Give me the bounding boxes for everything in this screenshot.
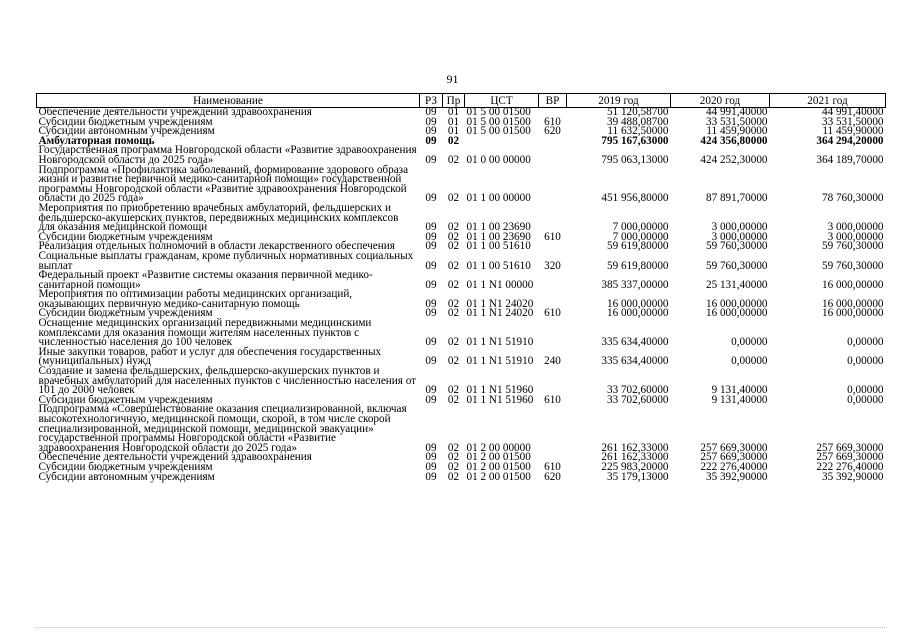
cell-2021: 257 669,30000 xyxy=(816,451,884,464)
cell-2021: 59 760,30000 xyxy=(821,259,884,272)
cell-pr: 01 xyxy=(447,106,460,118)
cell-2019: 59 619,80000 xyxy=(606,259,669,272)
cell-rz: 09 xyxy=(425,115,437,128)
cell-2020: 0,00000 xyxy=(731,355,768,368)
cell-name: Социальные выплаты гражданам, кроме публичных нормативных социальных выплат xyxy=(38,249,414,272)
cell-2019: 451 956,80000 xyxy=(601,192,669,205)
cell-pr: 02 xyxy=(447,297,460,310)
cell-rz: 09 xyxy=(425,278,437,291)
cell-cst: 01 0 00 00000 xyxy=(466,153,531,166)
cell-2019: 35 179,13000 xyxy=(606,470,669,483)
cell-2019: 7 000,00000 xyxy=(612,230,669,243)
cell-vr xyxy=(539,367,567,396)
cell-2019: 335 634,40000 xyxy=(601,336,669,349)
cell-rz: 09 xyxy=(425,297,437,310)
cell-2020: 222 276,40000 xyxy=(700,460,768,473)
cell-pr: 02 xyxy=(447,441,460,454)
cell-2020: 35 392,90000 xyxy=(705,470,768,483)
cell-cst: 01 5 00 01500 xyxy=(466,106,531,118)
table-row xyxy=(37,367,886,396)
cell-2020: 257 669,30000 xyxy=(700,451,768,464)
cell-pr: 02 xyxy=(447,278,460,291)
cell-pr: 02 xyxy=(447,134,460,147)
cell-2019: 16 000,00000 xyxy=(606,297,669,310)
cell-rz: 09 xyxy=(425,451,437,464)
table-row xyxy=(37,473,886,483)
cell-2021: 364 294,20000 xyxy=(816,134,884,147)
cell-rz: 09 xyxy=(425,307,437,320)
header-2020: 2020 год xyxy=(671,94,770,108)
cell-2020: 424 252,30000 xyxy=(700,153,768,166)
cell-rz: 09 xyxy=(425,230,437,243)
cell-name: Мероприятия по оптимизации работы медицинских организаций, оказывающих первичную медико-санитарную помощь xyxy=(38,288,353,310)
cell-vr xyxy=(539,319,567,348)
cell-2021: 16 000,00000 xyxy=(821,278,884,291)
cell-2019: 385 337,00000 xyxy=(601,278,669,291)
cell-name: Субсидии бюджетным учреждениям xyxy=(38,393,213,406)
cell-vr xyxy=(539,137,567,147)
cell-name: Федеральный проект «Развитие системы оказания первичной медико-санитарной помощи» xyxy=(38,269,373,291)
cell-name: Субсидии бюджетным учреждениям xyxy=(38,307,213,320)
cell-2020: 59 760,30000 xyxy=(705,259,768,272)
cell-vr xyxy=(539,166,567,204)
cell-name: Иные закупки товаров, работ и услуг для обеспечения государственных (муниципальных) нужд xyxy=(38,345,382,368)
cell-pr: 01 xyxy=(447,115,460,128)
cell-2020: 3 000,00000 xyxy=(711,230,768,243)
cell-name: Субсидии автономным учреждениям xyxy=(38,125,215,138)
cell-name: Государственная программа Новгородской области «Развитие здравоохранения Новгородской области до 2025 года» xyxy=(38,144,417,166)
cell-name: Создание и замена фельдшерских, фельдшерско-акушерских пунктов и врачебных амбулаторий для населенных пунктов с численностью населения от 101 до 2000 человек xyxy=(38,365,417,397)
cell-2019: 261 162,33000 xyxy=(601,451,669,464)
cell-2021: 11 459,90000 xyxy=(822,125,884,138)
cell-vr xyxy=(539,271,567,290)
cell-rz: 09 xyxy=(425,106,437,118)
header-vr: ВР xyxy=(539,94,567,108)
cell-name: Подпрограмма «Совершенствование оказания специализированной, включая высокотехнологичную, медицинской помощи, скорой, в том числе скорой специализированной, медицинской помощи, медицинской эвакуации» государственной программы Новгородской области «Развитие здравоохранения Новгородской области до 2025 года» xyxy=(38,403,407,454)
header-name: Наименование xyxy=(37,94,420,108)
cell-2019: 16 000,00000 xyxy=(606,307,669,320)
table-row xyxy=(37,405,886,453)
cell-cst: 01 1 00 51610 xyxy=(466,259,531,272)
cell-rz: 09 xyxy=(425,221,437,234)
cell-pr: 02 xyxy=(447,393,460,406)
cell-cst: 01 5 00 01500 xyxy=(466,125,531,138)
cell-2020: 9 131,40000 xyxy=(711,384,768,397)
cell-rz: 09 xyxy=(425,153,437,166)
cell-cst: 01 1 N1 51910 xyxy=(466,336,534,349)
cell-2020: 16 000,00000 xyxy=(705,307,768,320)
table-body xyxy=(37,108,886,483)
cell-2020: 9 131,40000 xyxy=(711,393,768,406)
cell-2021: 16 000,00000 xyxy=(821,297,884,310)
cell-rz: 09 xyxy=(425,355,437,368)
cell-2021: 3 000,00000 xyxy=(827,221,884,234)
cell-pr: 01 xyxy=(447,125,460,138)
cell-pr: 02 xyxy=(447,307,460,320)
cell-vr: 620 xyxy=(544,125,561,138)
cell-name: Субсидии автономным учреждениям xyxy=(38,470,215,483)
cell-vr: 610 xyxy=(544,230,561,243)
cell-2019: 11 632,50000 xyxy=(607,125,669,138)
cell-cst: 01 1 N1 51960 xyxy=(466,393,534,406)
cell-cst: 01 1 00 23690 xyxy=(466,221,531,234)
cell-cst: 01 1 00 23690 xyxy=(466,230,531,243)
budget-table xyxy=(36,93,886,482)
cell-2019: 33 702,60000 xyxy=(606,393,669,406)
cell-2021: 364 189,70000 xyxy=(816,153,884,166)
table-row xyxy=(37,319,886,348)
cell-pr: 02 xyxy=(447,336,460,349)
cell-pr: 02 xyxy=(447,451,460,464)
cell-cst: 01 1 00 51610 xyxy=(466,240,531,253)
cell-2020: 59 760,30000 xyxy=(705,240,768,253)
cell-vr xyxy=(539,204,567,233)
header-pr: Пр xyxy=(443,94,465,108)
cell-2020: 0,00000 xyxy=(731,336,768,349)
cell-rz: 09 xyxy=(425,460,437,473)
header-rz: РЗ xyxy=(420,94,443,108)
cell-cst: 01 1 N1 51910 xyxy=(466,355,534,368)
cell-rz: 09 xyxy=(425,441,437,454)
cell-cst: 01 2 00 00000 xyxy=(466,441,531,454)
cell-cst: 01 1 N1 00000 xyxy=(466,278,534,291)
cell-2020: 424 356,80000 xyxy=(700,134,768,147)
cell-2019: 335 634,40000 xyxy=(601,355,669,368)
cell-pr: 02 xyxy=(447,230,460,243)
cell-vr: 610 xyxy=(544,460,561,473)
cell-2021: 35 392,90000 xyxy=(821,470,884,483)
cell-pr: 02 xyxy=(447,192,460,205)
cell-rz: 09 xyxy=(425,259,437,272)
cell-vr xyxy=(539,146,567,165)
cell-2019: 51 120,58700 xyxy=(606,106,669,118)
cell-rz: 09 xyxy=(425,336,437,349)
cell-name: Амбулаторная помощь xyxy=(38,134,155,147)
cell-cst: 01 2 00 01500 xyxy=(466,451,531,464)
cell-pr: 02 xyxy=(447,240,460,253)
cell-rz: 09 xyxy=(425,134,437,147)
cell-name: Обеспечение деятельности учреждений здравоохранения xyxy=(38,451,312,464)
cell-2020: 3 000,00000 xyxy=(711,221,768,234)
header-2019: 2019 год xyxy=(567,94,671,108)
cell-cst: 01 5 00 01500 xyxy=(466,115,531,128)
cell-2019: 33 702,60000 xyxy=(606,384,669,397)
cell-cst: 01 1 N1 24020 xyxy=(466,297,534,310)
cell-2021: 33 531,50000 xyxy=(821,115,884,128)
cell-2019: 795 167,63000 xyxy=(601,134,669,147)
cell-2019: 39 488,08700 xyxy=(606,115,669,128)
cell-pr: 02 xyxy=(447,384,460,397)
cell-vr xyxy=(539,405,567,453)
cell-cst: 01 2 00 01500 xyxy=(466,460,531,473)
table-row xyxy=(37,166,886,204)
cell-vr: 620 xyxy=(544,470,561,483)
cell-name: Субсидии бюджетным учреждениям xyxy=(38,115,213,128)
cell-vr: 610 xyxy=(544,307,561,320)
cell-vr xyxy=(539,242,567,252)
cell-pr: 02 xyxy=(447,259,460,272)
cell-pr: 02 xyxy=(447,460,460,473)
page-number: 91 xyxy=(446,72,459,86)
cell-2020: 25 131,40000 xyxy=(705,278,768,291)
cell-2020: 11 459,90000 xyxy=(706,125,768,138)
cell-vr: 240 xyxy=(544,355,561,368)
cell-name: Подпрограмма «Профилактика заболеваний, формирование здорового образа жизни и развитие первичной медико-санитарной помощи» государственной программы Новгородской области «Развитие здравоохранения Новгородской области до 2025 года» xyxy=(38,163,409,205)
cell-vr: 610 xyxy=(544,393,561,406)
cell-2019: 59 619,80000 xyxy=(606,240,669,253)
cell-2019: 795 063,13000 xyxy=(601,153,669,166)
cell-2019: 7 000,00000 xyxy=(612,221,669,234)
cell-name: Субсидии бюджетным учреждениям xyxy=(38,230,213,243)
cell-vr: 320 xyxy=(544,259,561,272)
cell-pr: 02 xyxy=(447,221,460,234)
cell-rz: 09 xyxy=(425,393,437,406)
cell-2021: 0,00000 xyxy=(847,355,884,368)
cell-2020: 44 991,40000 xyxy=(705,106,768,118)
cell-2020: 33 531,50000 xyxy=(705,115,768,128)
header-2021: 2021 год xyxy=(770,94,886,108)
cell-name: Оснащение медицинских организаций передвижными медицинскими комплексами для оказания помощи жителям населенных пунктов с численностью населения до 100 человек xyxy=(38,317,372,349)
cell-2020: 16 000,00000 xyxy=(705,297,768,310)
cell-2019: 225 983,20000 xyxy=(601,460,669,473)
cell-rz: 09 xyxy=(425,125,437,138)
cell-pr: 02 xyxy=(447,355,460,368)
cell-2021: 0,00000 xyxy=(847,336,884,349)
cell-2020: 87 891,70000 xyxy=(705,192,768,205)
cell-2021: 3 000,00000 xyxy=(827,230,884,243)
cell-name: Субсидии бюджетным учреждениям xyxy=(38,460,213,473)
cell-cst: 01 2 00 01500 xyxy=(466,470,531,483)
cell-name: Обеспечение деятельности учреждений здравоохранения xyxy=(38,106,312,118)
bottom-divider xyxy=(36,627,885,628)
cell-pr: 02 xyxy=(447,470,460,483)
cell-cst xyxy=(465,137,539,147)
cell-2021: 0,00000 xyxy=(847,393,884,406)
cell-2021: 257 669,30000 xyxy=(816,441,884,454)
cell-rz: 09 xyxy=(425,384,437,397)
cell-2021: 78 760,30000 xyxy=(821,192,884,205)
cell-2020: 257 669,30000 xyxy=(700,441,768,454)
cell-2021: 222 276,40000 xyxy=(816,460,884,473)
cell-cst: 01 1 N1 24020 xyxy=(466,307,534,320)
cell-cst: 01 1 N1 51960 xyxy=(466,384,534,397)
cell-2019: 261 162,33000 xyxy=(601,441,669,454)
cell-rz: 09 xyxy=(425,470,437,483)
cell-pr: 02 xyxy=(447,153,460,166)
cell-name: Мероприятия по приобретению врачебных амбулаторий, фельдшерских и фельдшерско-акушерских пунктов, передвижных медицинских комплексов для оказания медицинской помощи xyxy=(38,201,399,234)
cell-rz: 09 xyxy=(425,240,437,253)
header-cst: ЦСТ xyxy=(465,94,539,108)
cell-2021: 44 991,40000 xyxy=(821,106,884,118)
table-row xyxy=(37,204,886,233)
cell-2021: 59 760,30000 xyxy=(821,240,884,253)
cell-2021: 16 000,00000 xyxy=(821,307,884,320)
cell-rz: 09 xyxy=(425,192,437,205)
table-row xyxy=(37,146,886,165)
cell-2021: 0,00000 xyxy=(847,384,884,397)
cell-cst: 01 1 00 00000 xyxy=(466,192,531,205)
cell-vr: 610 xyxy=(544,115,561,128)
cell-name: Реализация отдельных полномочий в области лекарственного обеспечения xyxy=(38,240,395,253)
